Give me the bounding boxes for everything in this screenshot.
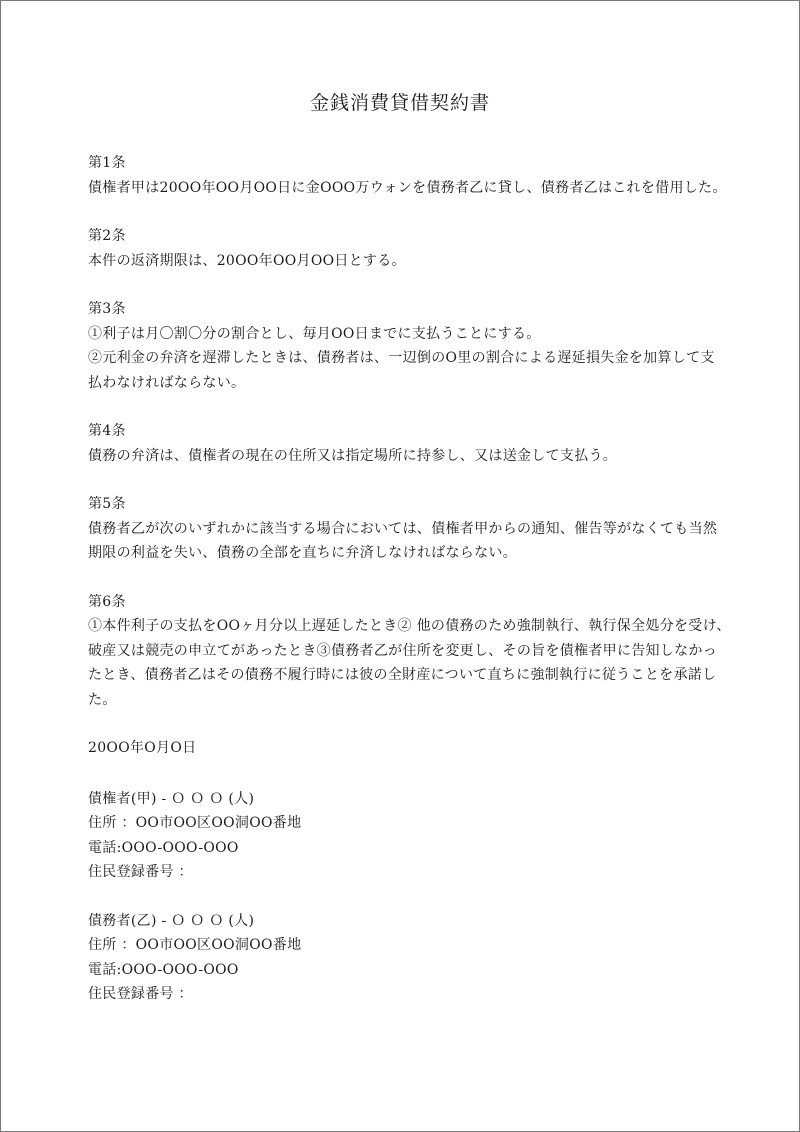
debtor-block	[88, 909, 748, 1007]
article-4	[88, 419, 748, 468]
article-paragraph: ①本件利子の支払をOOヶ月分以上遅延したとき② 他の債務のため強制執行、執行保全処分を受け、 破産又は競売の申立てがあったとき③債務者乙が住所を変更し、その旨を債権者甲に告知しなかっ たとき、債務者乙はその債務不履行時には彼の全財産について直ちに強制執行に従うことを承諾し た。	[88, 618, 731, 708]
party-resident-number: 住民登録番号 ：	[88, 986, 193, 1002]
party-phone: 電話:OOO-OOO-OOO	[88, 961, 239, 978]
article-paragraph: 債務の弁済は、債権者の現在の住所又は指定場所に持参し、又は送金して支払う。	[88, 447, 618, 464]
article-6	[88, 590, 748, 713]
party-name: 債務者(乙) - Ｏ Ｏ Ｏ (人)	[88, 912, 255, 929]
article-1	[88, 151, 748, 200]
article-heading: 第3条	[88, 301, 126, 317]
document-body	[88, 151, 748, 1031]
article-paragraph: 債権者甲は20OO年OO月OO日に金OOO万ウォンを債務者乙に貸し、債務者乙はこれを借用した。	[88, 179, 727, 196]
creditor-block	[88, 787, 748, 885]
article-heading: 第1条	[88, 155, 126, 171]
contract-date: 20OO年O月O日	[88, 740, 197, 756]
article-paragraph: 本件の返済期限は、20OO年OO月OO日とする。	[88, 252, 406, 269]
party-resident-number: 住民登録番号 ：	[88, 864, 193, 880]
document-title: 金銭消費貸借契約書	[309, 92, 490, 114]
article-heading: 第5条	[88, 496, 126, 512]
party-phone: 電話:OOO-OOO-OOO	[88, 839, 239, 856]
article-3	[88, 297, 748, 395]
article-2	[88, 224, 748, 273]
party-address: 住所 ：OO市OO区OO洞OO番地	[88, 815, 302, 831]
party-name: 債権者(甲) - Ｏ Ｏ Ｏ (人)	[88, 790, 255, 807]
article-paragraph: ①利子は月〇割〇分の割合とし、毎月OO日までに支払うことにする。	[88, 325, 541, 342]
article-paragraph: 債務者乙が次のいずれかに該当する場合においては、債権者甲からの通知、催告等がなくても当然 期限の利益を失い、債務の全部を直ちに弁済しなければならない。	[88, 520, 718, 561]
party-address: 住所 ：OO市OO区OO洞OO番地	[88, 937, 302, 953]
article-heading: 第4条	[88, 423, 126, 439]
article-5	[88, 492, 748, 566]
article-heading: 第2条	[88, 228, 126, 244]
article-heading: 第6条	[88, 593, 126, 610]
article-paragraph: ②元利金の弁済を遅滞したときは、債務者は、一辺倒のO里の割合による遅延損失金を加算して支 払わなければならない。	[88, 350, 715, 391]
